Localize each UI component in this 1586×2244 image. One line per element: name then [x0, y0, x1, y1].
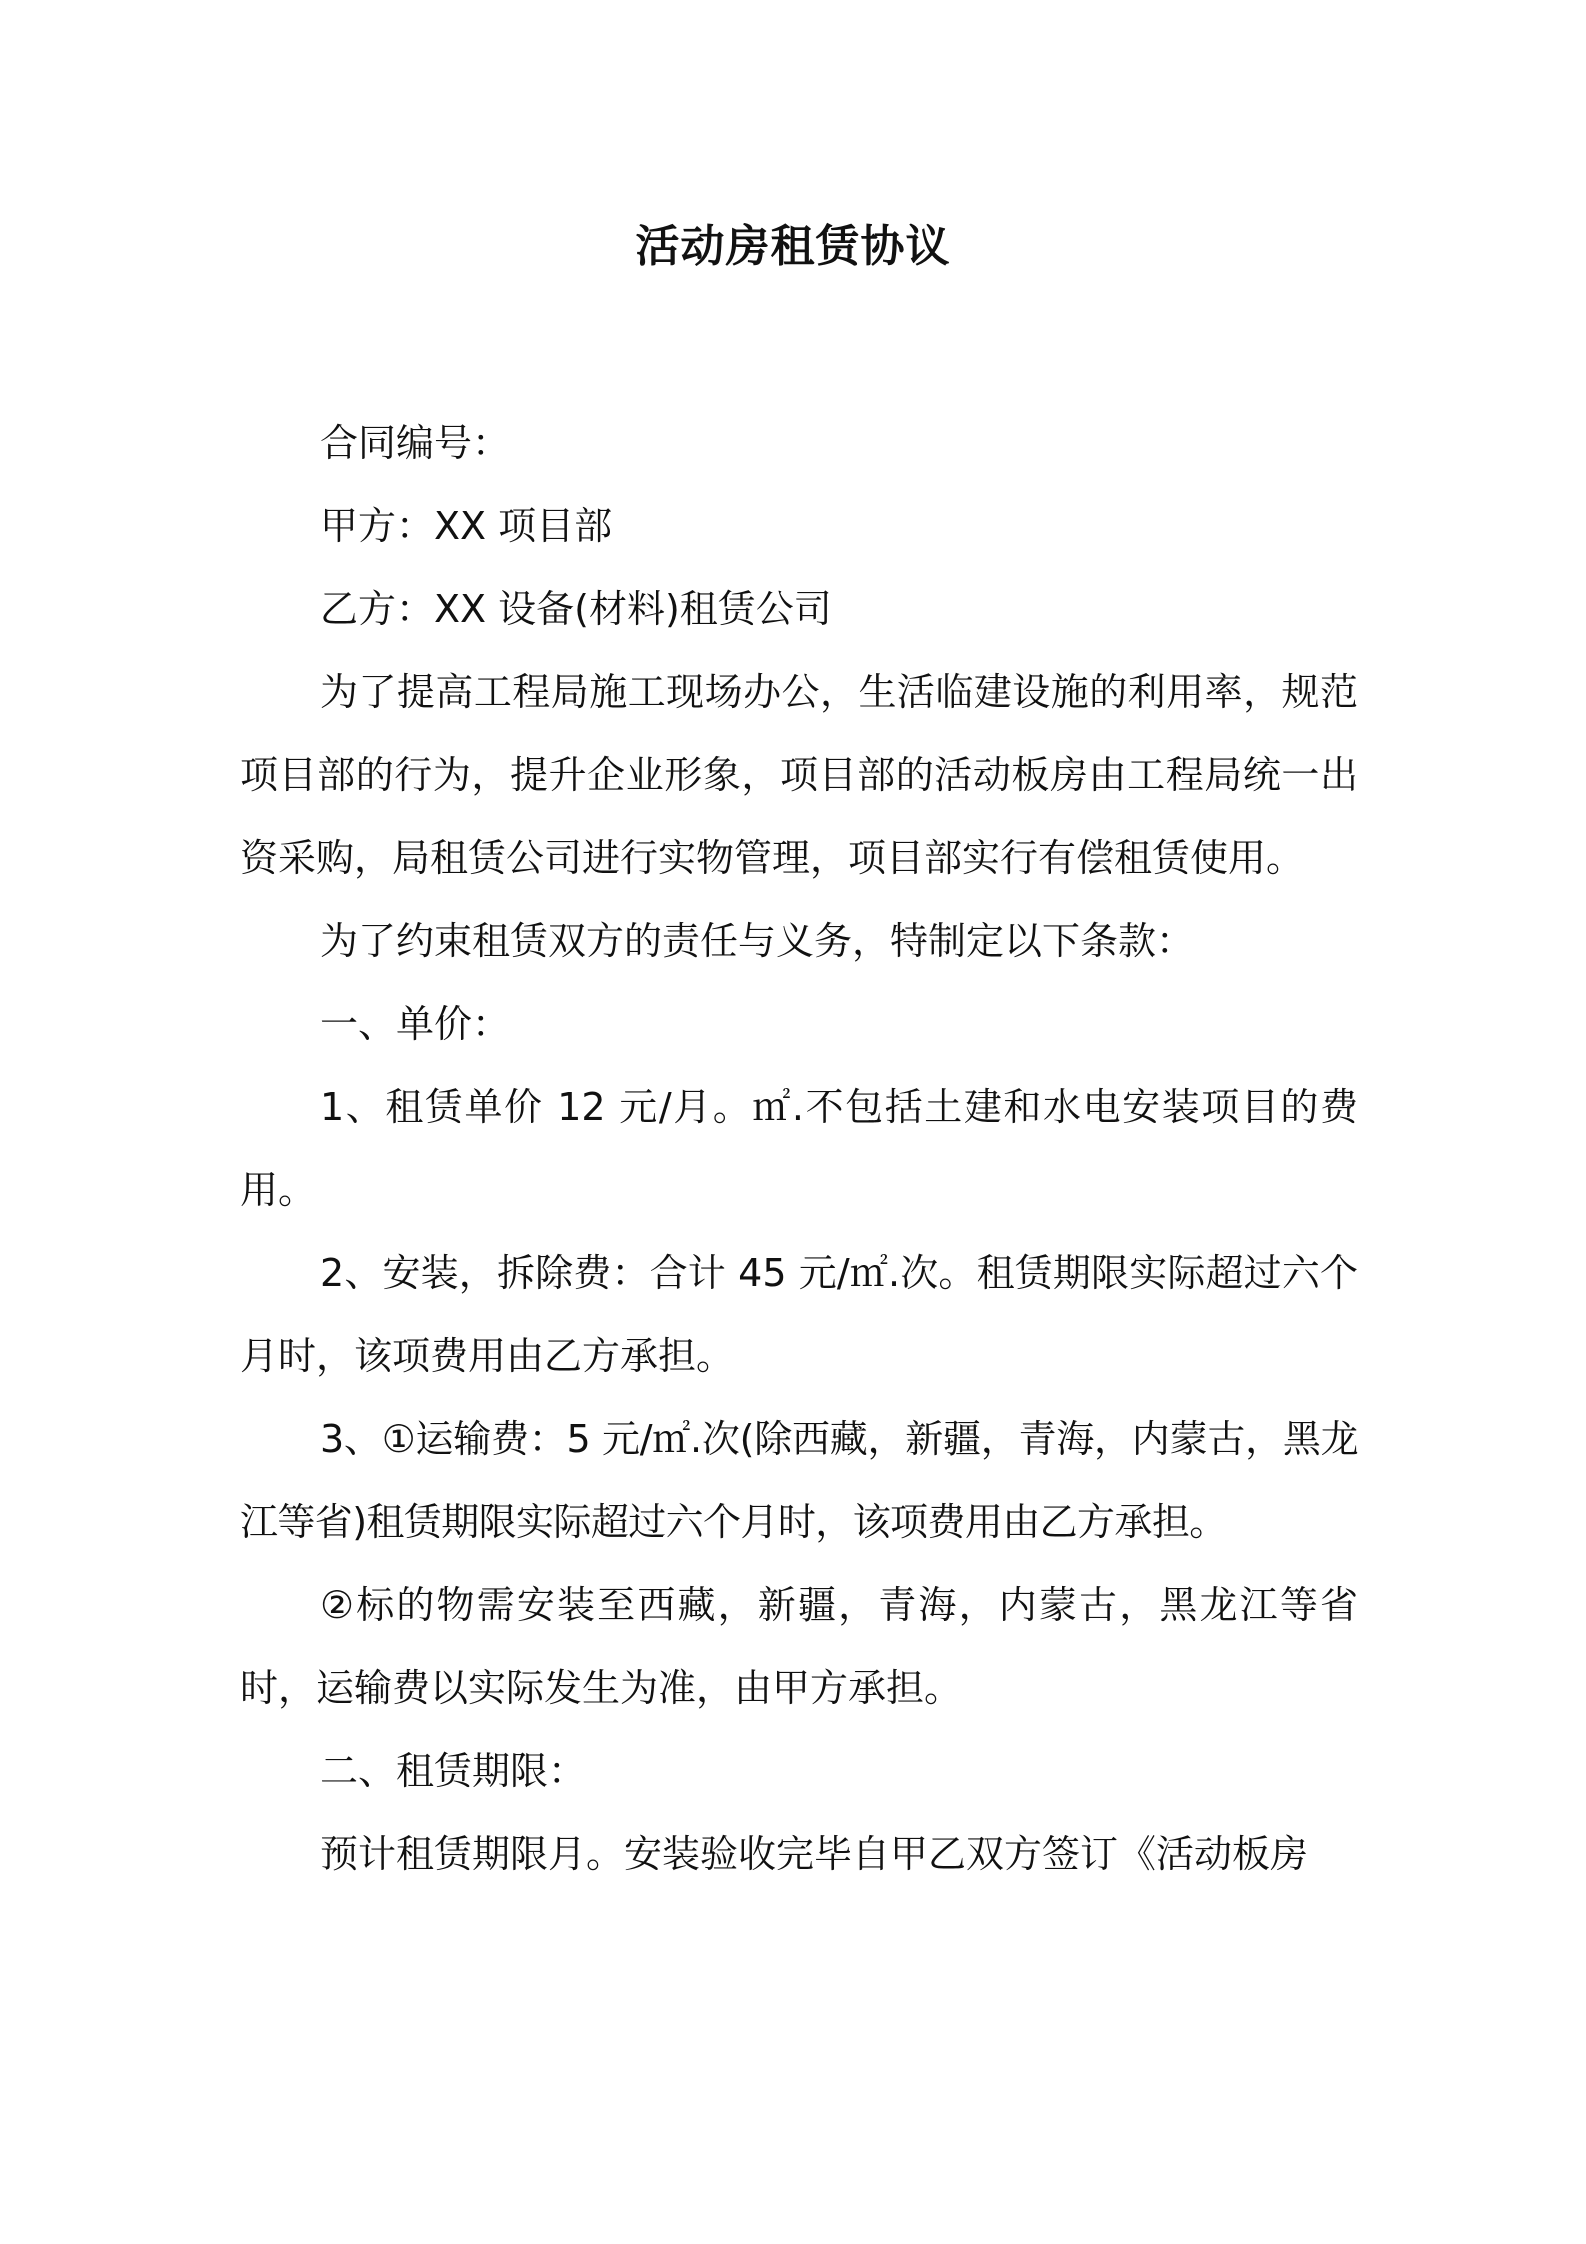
- document-body: [240, 402, 1358, 1896]
- clause-3: 3、①运输费：5 元/㎡.次(除西藏，新疆，青海，内蒙古，黑龙江等省)租赁期限实际超过六个月时，该项费用由乙方承担。: [240, 1417, 1358, 1544]
- section-2-heading: 二、租赁期限：: [320, 1749, 587, 1793]
- clause-2: 2、安装，拆除费：合计 45 元/㎡.次。租赁期限实际超过六个月时，该项费用由乙方承担。: [240, 1251, 1358, 1378]
- contract-number-label: 合同编号：: [320, 421, 511, 465]
- party-a: 甲方：XX 项目部: [320, 504, 613, 548]
- document-title: 活动房租赁协议: [635, 221, 951, 272]
- term-paragraph: 预计租赁期限月。安装验收完毕自甲乙双方签订《活动板房: [320, 1832, 1309, 1876]
- clause-1: 1、租赁单价 12 元/月。㎡.不包括土建和水电安装项目的费用。: [240, 1085, 1358, 1212]
- section-1-heading: 一、单价：: [320, 1002, 511, 1046]
- intro-paragraph: 为了提高工程局施工现场办公，生活临建设施的利用率，规范项目部的行为，提升企业形象，项目部的活动板房由工程局统一出资采购，局租赁公司进行实物管理，项目部实行有偿租赁使用。: [240, 670, 1358, 880]
- purpose-paragraph: 为了约束租赁双方的责任与义务，特制定以下条款：: [320, 919, 1195, 963]
- party-b: 乙方：XX 设备(材料)租赁公司: [320, 587, 832, 631]
- clause-3-sub: ②标的物需安装至西藏，新疆，青海，内蒙古，黑龙江等省时，运输费以实际发生为准，由甲方承担。: [240, 1583, 1358, 1710]
